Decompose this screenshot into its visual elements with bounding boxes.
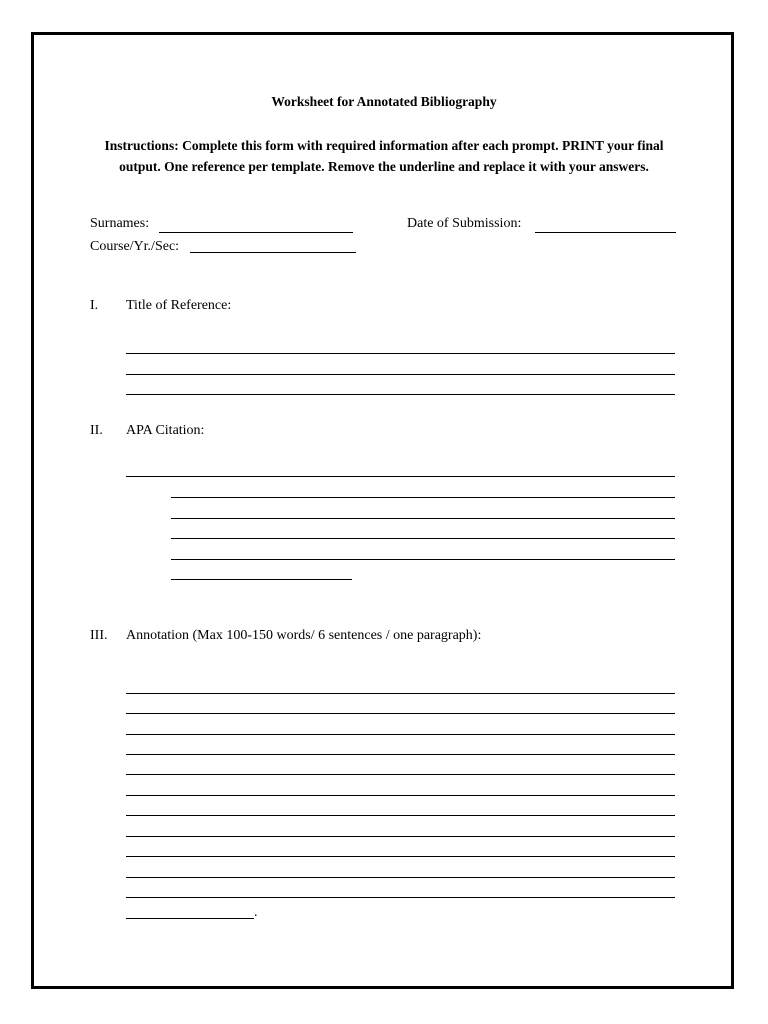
section-label-annotation: Annotation (Max 100-150 words/ 6 sentences / one paragraph): bbox=[126, 628, 482, 643]
section-numeral-3: III. bbox=[90, 628, 108, 643]
answer-line[interactable] bbox=[171, 579, 352, 580]
answer-line[interactable] bbox=[126, 856, 675, 857]
course-year-section-field[interactable] bbox=[190, 252, 356, 253]
section-numeral-1: I. bbox=[90, 298, 99, 313]
course-year-section-label: Course/Yr./Sec: bbox=[90, 239, 180, 254]
section-label-title-of-reference: Title of Reference: bbox=[126, 298, 232, 313]
answer-line[interactable] bbox=[126, 374, 675, 375]
surnames-field[interactable] bbox=[159, 232, 353, 233]
page-title: Worksheet for Annotated Bibliography bbox=[271, 94, 497, 109]
instructions-text: Instructions: Complete this form with required information after each prompt. PRINT your final output. One reference per template. Remove the underline and replace it with your answers. bbox=[104, 138, 664, 174]
answer-line[interactable] bbox=[126, 774, 675, 775]
surnames-label: Surnames: bbox=[90, 216, 150, 231]
answer-line[interactable] bbox=[171, 559, 675, 560]
answer-line[interactable] bbox=[126, 795, 675, 796]
section-numeral-2: II. bbox=[90, 423, 103, 438]
answer-line[interactable] bbox=[126, 353, 675, 354]
answer-line[interactable] bbox=[126, 476, 675, 477]
answer-line[interactable] bbox=[126, 713, 675, 714]
answer-line[interactable] bbox=[126, 836, 675, 837]
date-of-submission-field[interactable] bbox=[535, 232, 676, 233]
answer-line[interactable] bbox=[126, 815, 675, 816]
end-period: . bbox=[254, 905, 258, 920]
answer-line[interactable] bbox=[126, 877, 675, 878]
date-of-submission-label: Date of Submission: bbox=[407, 216, 522, 231]
answer-line[interactable] bbox=[171, 518, 675, 519]
answer-line[interactable] bbox=[171, 538, 675, 539]
answer-line[interactable] bbox=[126, 693, 675, 694]
answer-line[interactable] bbox=[126, 394, 675, 395]
answer-line[interactable] bbox=[126, 734, 675, 735]
answer-line[interactable] bbox=[126, 918, 254, 919]
answer-line[interactable] bbox=[171, 497, 675, 498]
answer-line[interactable] bbox=[126, 897, 675, 898]
answer-line[interactable] bbox=[126, 754, 675, 755]
section-label-apa-citation: APA Citation: bbox=[126, 423, 205, 438]
